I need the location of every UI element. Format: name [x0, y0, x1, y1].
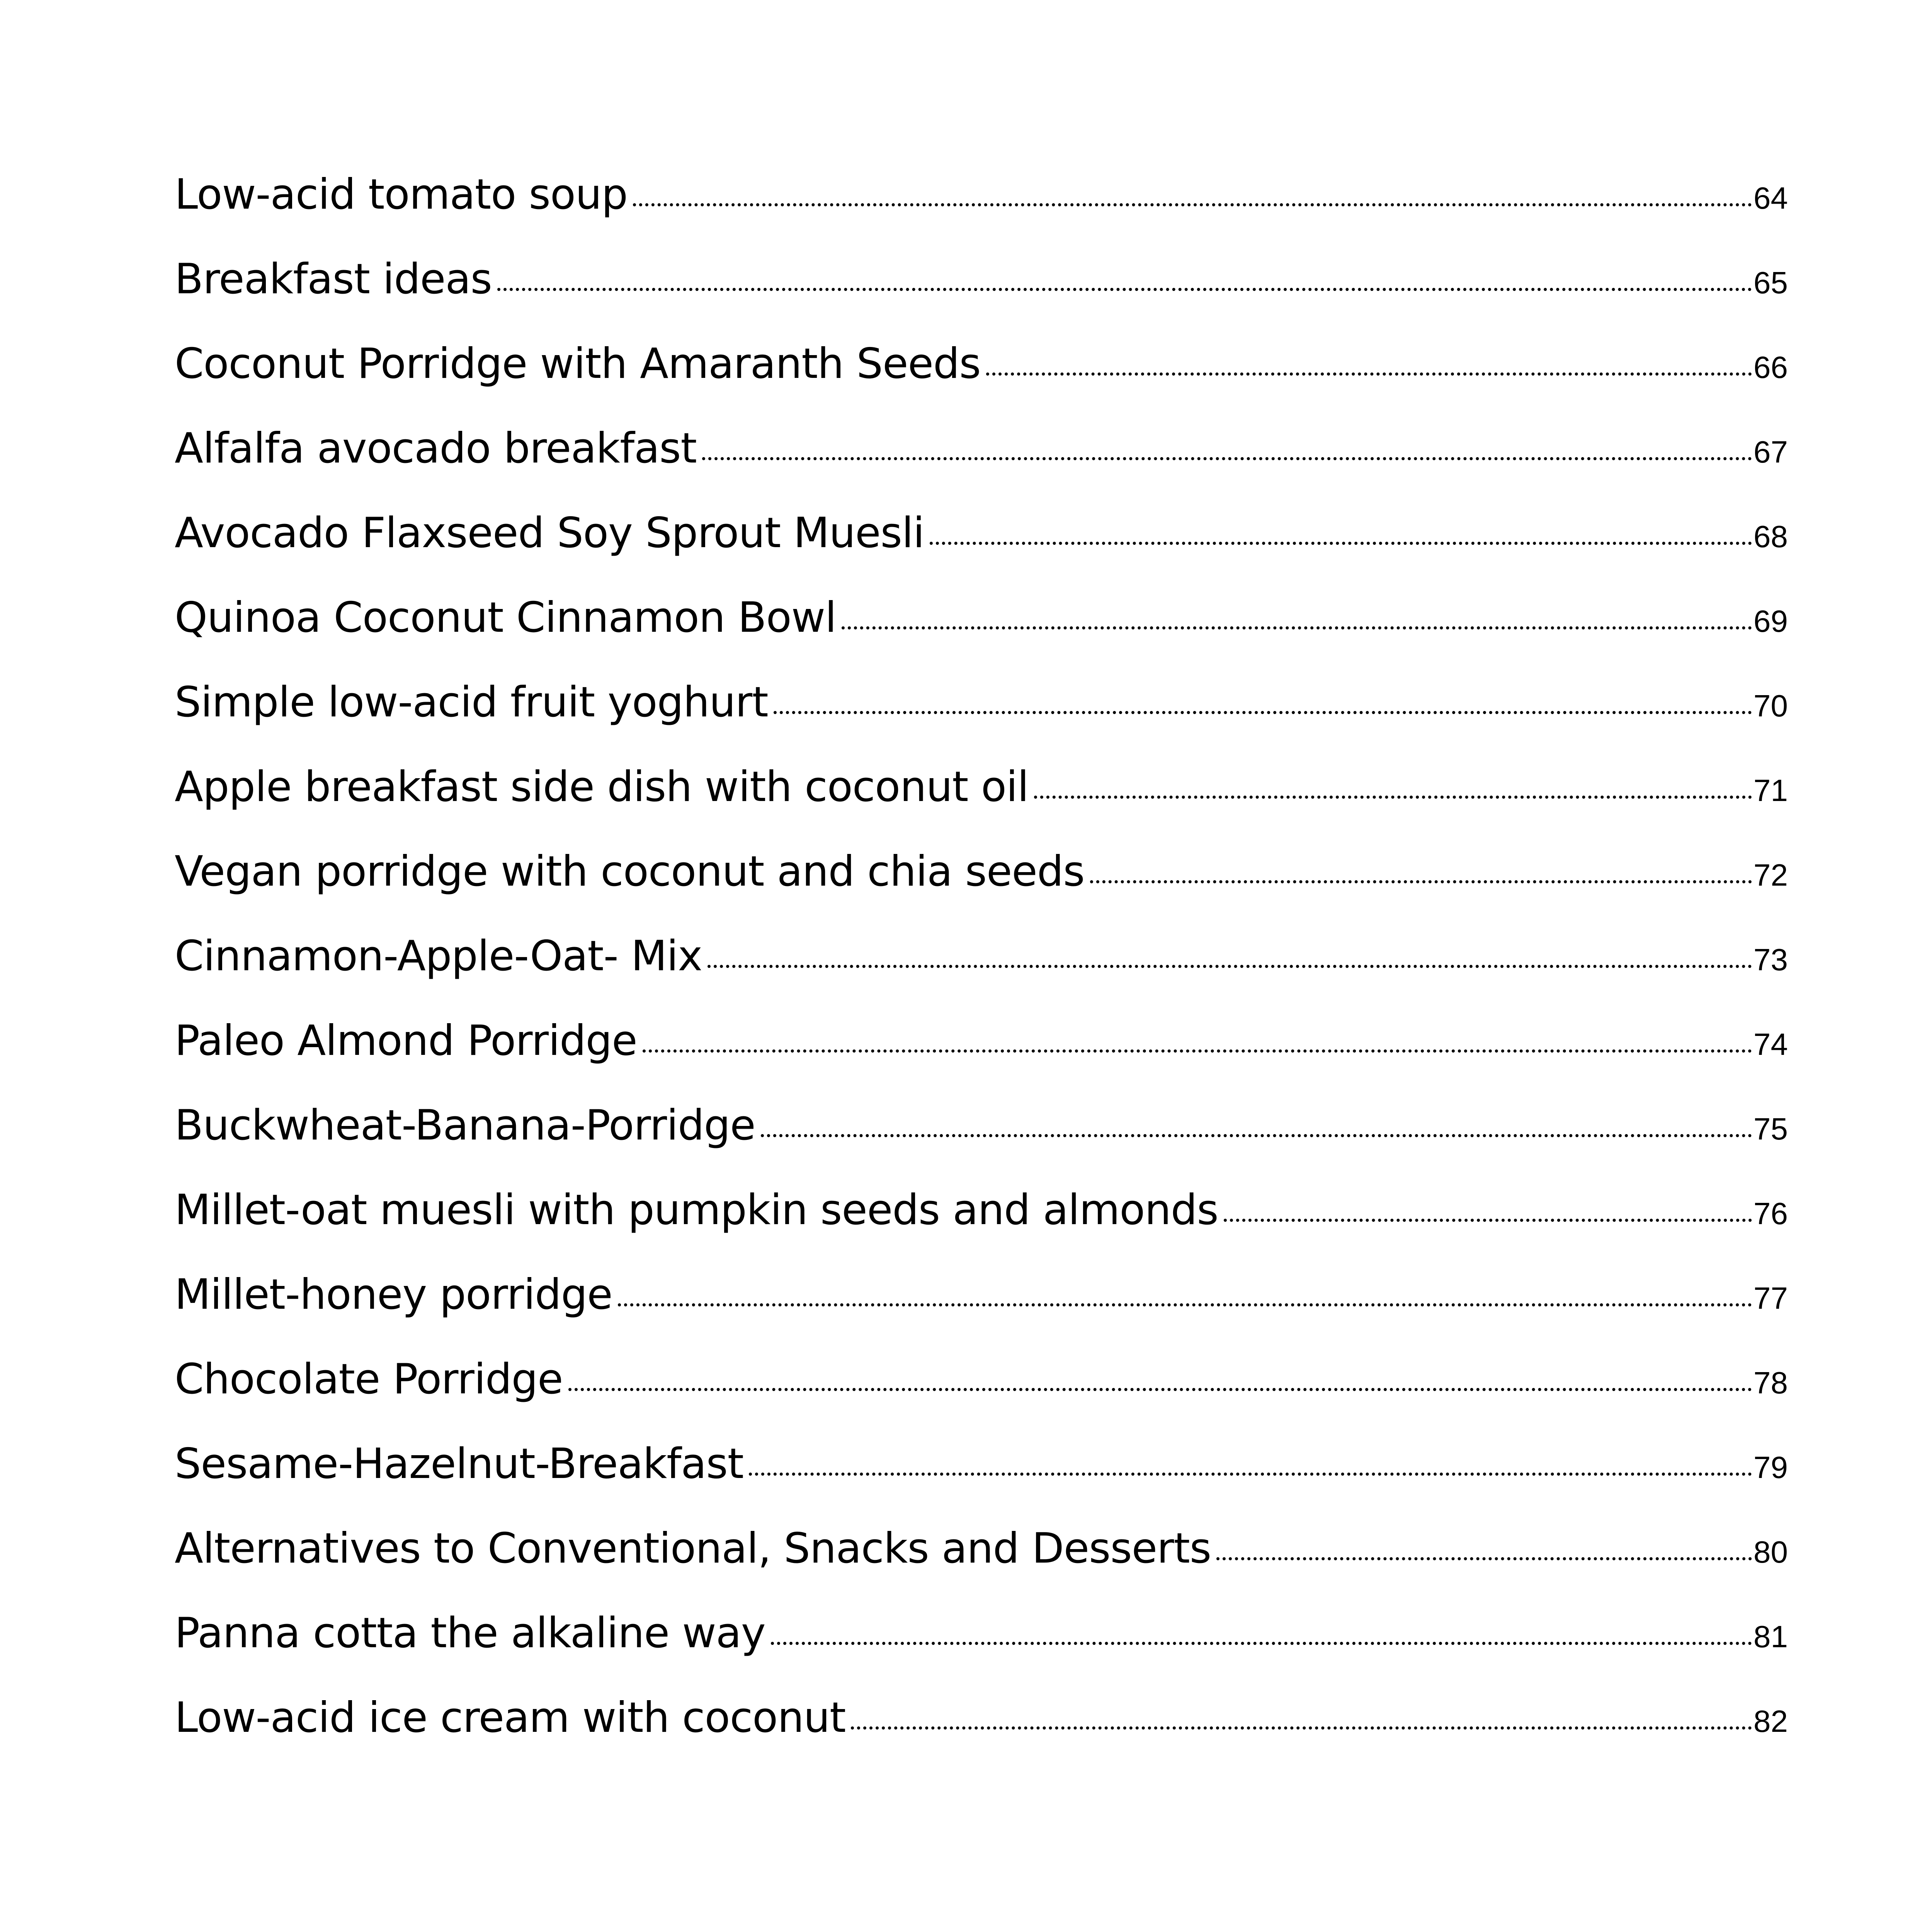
toc-page-number: 80	[1753, 1535, 1788, 1569]
toc-page-number: 73	[1753, 942, 1788, 977]
toc-entry-title: Panna cotta the alkaline way	[175, 1609, 765, 1657]
toc-entry-title: Millet-oat muesli with pumpkin seeds and almonds	[175, 1186, 1218, 1234]
toc-page-number: 65	[1753, 265, 1788, 300]
toc-page-number: 76	[1753, 1196, 1788, 1231]
toc-dot-leader	[643, 1049, 1752, 1053]
toc-page-number: 81	[1753, 1619, 1788, 1654]
toc-entry-title: Simple low-acid fruit yoghurt	[175, 678, 768, 726]
toc-entry	[175, 1017, 1788, 1105]
toc-entry-title: Quinoa Coconut Cinnamon Bowl	[175, 594, 837, 642]
toc-dot-leader	[1224, 1219, 1752, 1222]
toc-entry	[175, 1355, 1788, 1443]
toc-entry	[175, 1186, 1788, 1274]
toc-entry-title: Sesame-Hazelnut-Breakfast	[175, 1440, 744, 1488]
toc-entry-title: Chocolate Porridge	[175, 1355, 563, 1403]
toc-page-number: 70	[1753, 689, 1788, 723]
toc-dot-leader	[633, 203, 1752, 206]
toc-dot-leader	[761, 1134, 1752, 1137]
toc-page-number: 78	[1753, 1366, 1788, 1400]
toc-entry-title: Cinnamon-Apple-Oat- Mix	[175, 932, 702, 980]
toc-entry-title: Alfalfa avocado breakfast	[175, 424, 697, 473]
toc-dot-leader	[851, 1726, 1752, 1730]
toc-page-number: 67	[1753, 435, 1788, 469]
toc-entry-title: Paleo Almond Porridge	[175, 1017, 637, 1065]
toc-page-number: 74	[1753, 1027, 1788, 1061]
toc-page-number: 75	[1753, 1112, 1788, 1146]
toc-dot-leader	[1034, 796, 1752, 799]
toc-entry	[175, 424, 1788, 512]
toc-dot-leader	[749, 1473, 1752, 1476]
toc-entry-title: Apple breakfast side dish with coconut oil	[175, 763, 1029, 811]
toc-page-number: 72	[1753, 858, 1788, 892]
toc-entry-title: Avocado Flaxseed Soy Sprout Muesli	[175, 509, 924, 557]
toc-dot-leader	[774, 711, 1752, 714]
toc-entry	[175, 1694, 1788, 1782]
toc-dot-leader	[568, 1388, 1752, 1391]
toc-dot-leader	[702, 457, 1752, 460]
toc-entry-title: Low-acid ice cream with coconut	[175, 1694, 846, 1742]
toc-page-number: 82	[1753, 1704, 1788, 1738]
toc-dot-leader	[986, 372, 1752, 376]
toc-dot-leader	[618, 1303, 1752, 1306]
toc-dot-leader	[930, 542, 1752, 545]
toc-page-number: 71	[1753, 773, 1788, 808]
toc-entry	[175, 1440, 1788, 1528]
toc-entry	[175, 763, 1788, 851]
toc-entry	[175, 1101, 1788, 1189]
toc-dot-leader	[1216, 1557, 1752, 1560]
toc-dot-leader	[497, 288, 1752, 291]
toc-entry	[175, 594, 1788, 682]
toc-entry	[175, 678, 1788, 766]
toc-dot-leader	[771, 1642, 1752, 1645]
toc-entry	[175, 509, 1788, 597]
toc-page-number: 64	[1753, 181, 1788, 215]
toc-dot-leader	[707, 965, 1752, 968]
toc-entry	[175, 340, 1788, 428]
toc-dot-leader	[1090, 880, 1752, 883]
toc-page-number: 79	[1753, 1450, 1788, 1485]
toc-entry	[175, 932, 1788, 1020]
toc-entry	[175, 847, 1788, 935]
toc-entry	[175, 1270, 1788, 1359]
toc-entry-title: Vegan porridge with coconut and chia seeds	[175, 847, 1085, 896]
toc-entry	[175, 1609, 1788, 1697]
toc-page-number: 66	[1753, 350, 1788, 384]
toc-entry-title: Buckwheat-Banana-Porridge	[175, 1101, 755, 1150]
toc-dot-leader	[842, 626, 1752, 629]
toc-entry-title: Breakfast ideas	[175, 255, 492, 303]
toc-entry-title: Alternatives to Conventional, Snacks and Desserts	[175, 1524, 1211, 1573]
toc-entry	[175, 255, 1788, 343]
toc-entry	[175, 170, 1788, 259]
toc-entry-title: Millet-honey porridge	[175, 1270, 612, 1319]
toc-entry	[175, 1524, 1788, 1612]
toc-page-number: 68	[1753, 519, 1788, 554]
toc-page-number: 77	[1753, 1281, 1788, 1315]
toc-page-number: 69	[1753, 604, 1788, 638]
table-of-contents	[175, 170, 1788, 1782]
toc-entry-title: Low-acid tomato soup	[175, 170, 628, 219]
toc-entry-title: Coconut Porridge with Amaranth Seeds	[175, 340, 981, 388]
